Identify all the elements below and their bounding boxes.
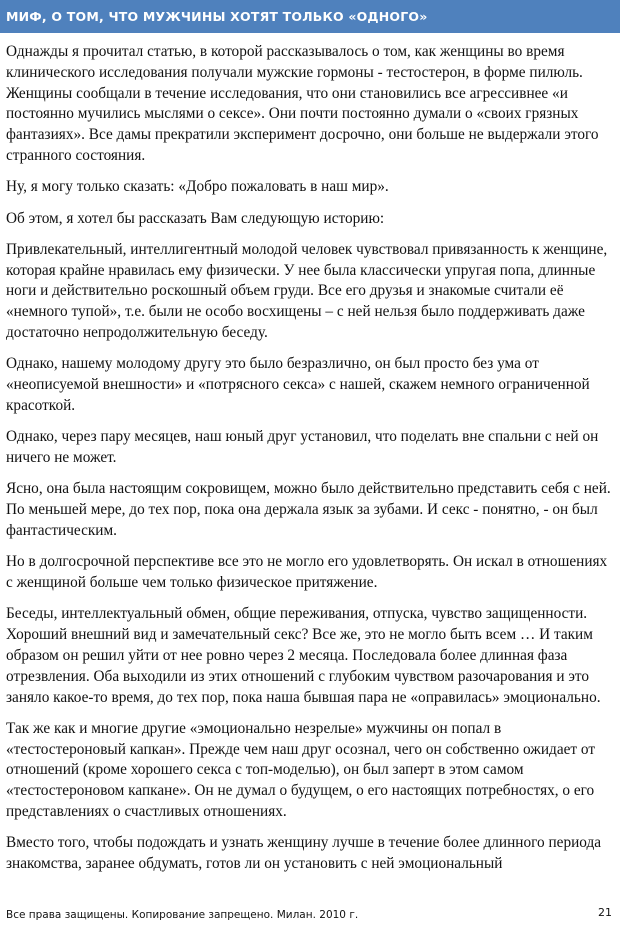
paragraph: Вместо того, чтобы подождать и узнать женщину лучше в течение более длинного периода знакомства, заранее обдумать, готов ли он установить с ней эмоциональный <box>6 834 602 873</box>
paragraph: Однажды я прочитал статью, в которой рассказывалось о том, как женщины во время клинического исследования получали мужские гормоны - тестостерон, в форме пилюль. Женщины сообщали в течение исследования, что они становились все агрессивнее «и постоянно мучились мыслями о сексе». Они почти постоянно думали о «своих грязных фантазиях». Все дамы прекратили эксперимент досрочно, они больше не выдержали этого странного состояния. <box>6 43 599 164</box>
chapter-header <box>0 0 620 33</box>
paragraph: Ну, я могу только сказать: «Добро пожаловать в наш мир». <box>6 178 389 196</box>
footer-copyright: Все права защищены. Копирование запрещено. Милан. 2010 г. <box>6 909 359 921</box>
paragraph: Так же как и многие другие «эмоционально незрелые» мужчины он попал в «тестостероновый капкан». Прежде чем наш друг осознал, чего он собственно ожидает от отношений (кроме хорошего секса с топ-моделью), он был заперт в этом самом «тестостероновом капкане». Он не думал о будущем, о его настоящих потребностях, о его представлениях о счастливых отношениях. <box>6 719 596 820</box>
page-body <box>6 42 616 885</box>
paragraph: Беседы, интеллектуальный обмен, общие переживания, отпуска, чувство защищенности. Хороший внешний вид и замечательный секс? Все же, это не могло быть всем … И таким образом он решил уйти от нее ровно через 2 месяца. Последовала более длинная фаза отрезвления. Оба выходили из этих отношений с глубоким чувством разочарования и это заняло какое-то время, до тех пор, пока наша бывшая пара не «оправилась» эмоционально. <box>6 605 601 706</box>
paragraph: Однако, через пару месяцев, наш юный друг установил, что поделать вне спальни с ней он ничего не может. <box>6 428 599 467</box>
paragraph: Привлекательный, интеллигентный молодой человек чувствовал привязанность к женщине, которая крайне нравилась ему физически. У нее была классически упругая попа, длинные ноги и действительно роскошный объем груди. Все его друзья и знакомые считали её «немного тупой», т.е. были не особо восхищены – с ней нельзя было поддерживать даже достаточно непродолжительную беседу. <box>6 240 608 342</box>
page-number: 21 <box>598 906 612 919</box>
paragraph: Однако, нашему молодому другу это было безразлично, он был просто без ума от «неописуемой внешности» и «потрясного секса» с нашей, скажем немного ограниченной красоткой. <box>6 355 590 414</box>
paragraph: Но в долгосрочной перспективе все это не могло его удовлетворять. Он искал в отношениях с женщиной больше чем только физическое притяжение. <box>6 553 608 592</box>
paragraph: Ясно, она была настоящим сокровищем, можно было действительно представить себя с ней. По меньшей мере, до тех пор, пока она держала язык за зубами. И секс - понятно, - он был фантастическим. <box>6 480 611 539</box>
chapter-title: МИФ, О ТОМ, ЧТО МУЖЧИНЫ ХОТЯТ ТОЛЬКО «ОДНОГО» <box>6 9 428 24</box>
paragraph: Об этом, я хотел бы рассказать Вам следующую историю: <box>6 209 385 227</box>
